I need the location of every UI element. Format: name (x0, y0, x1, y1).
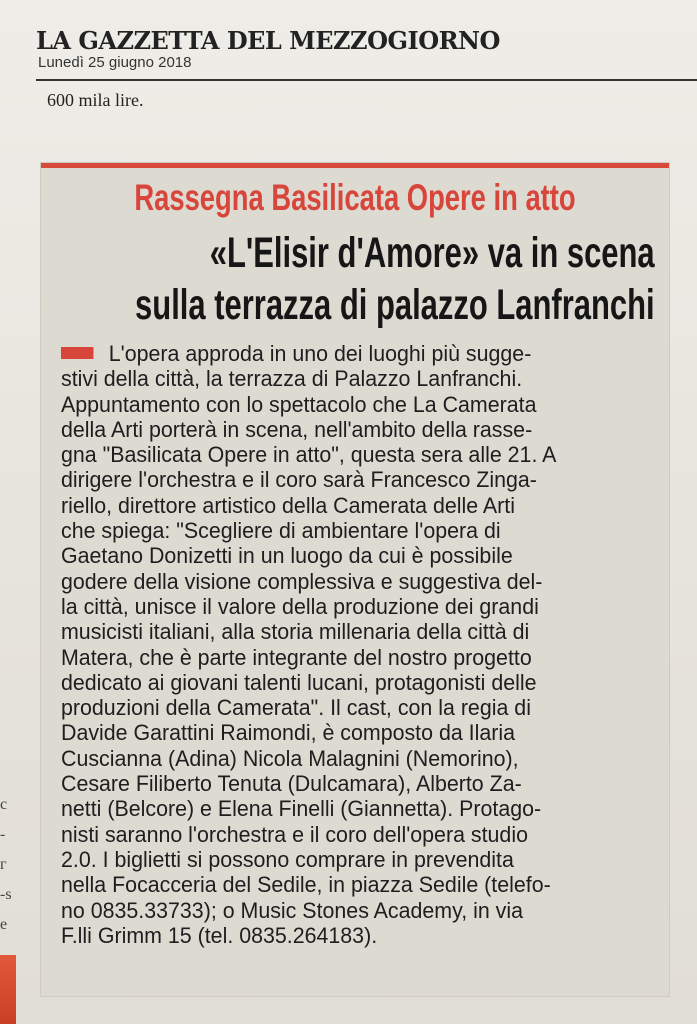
margin-fragment: c (0, 796, 8, 813)
publication-date: Lunedì 25 giugno 2018 (38, 54, 192, 71)
masthead-rule (36, 79, 697, 81)
body-line: no 0835.33733); o Music Stones Academy, in via (61, 897, 523, 923)
margin-fragment: г (0, 856, 7, 873)
body-line: nella Focacceria del Sedile, in piazza Sedile (telefo- (61, 872, 551, 898)
margin-fragment: e (0, 916, 8, 933)
body-line: dirigere l'orchestra e il coro sarà Francesco Zinga- (61, 467, 537, 493)
body-line: stivi della città, la terrazza di Palazzo Lanfranchi. (61, 366, 523, 392)
body-line: godere della visione complessiva e suggestiva del- (61, 568, 543, 594)
body-line: produzioni della Camerata". Il cast, con la regia di (61, 695, 531, 721)
body-line: dedicato ai giovani talenti lucani, protagonisti delle (61, 669, 537, 695)
body-line: netti (Belcore) e Elena Finelli (Giannetta). Protago- (61, 796, 542, 822)
article-kicker: Rassegna Basilicata Opere in atto (134, 177, 576, 218)
previous-article-fragment: 600 mila lire. (47, 90, 144, 110)
body-line: 2.0. I biglietti si possono comprare in prevendita (61, 846, 514, 872)
newspaper-masthead: LA GAZZETTA DEL MEZZOGIORNO (36, 26, 500, 55)
headline-line: sulla terrazza di palazzo Lanfranchi (135, 281, 655, 329)
body-line: Cuscianna (Adina) Nicola Malagnini (Nemorino), (61, 745, 519, 771)
body-line: Appuntamento con lo spettacolo che La Camerata (61, 391, 537, 417)
article-top-bar (41, 163, 669, 168)
article-body (61, 341, 653, 948)
body-line: F.lli Grimm 15 (tel. 0835.264183). (61, 922, 378, 948)
body-line: musicisti italiani, alla storia millenaria della città di (61, 619, 530, 645)
body-line: gna "Basilicata Opere in atto", questa sera alle 21. A (61, 442, 557, 468)
body-line (61, 341, 653, 366)
body-line: riello, direttore artistico della Camerata delle Arti (61, 492, 515, 518)
body-line: Gaetano Donizetti in un luogo da cui è possibile (61, 543, 513, 569)
paragraph-marker (61, 347, 93, 359)
body-line: nisti saranno l'orchestra e il coro dell'opera studio (61, 821, 528, 847)
article-headline (135, 227, 655, 331)
body-line: della Arti porterà in scena, nell'ambito della rasse- (61, 416, 533, 442)
article-clipping (41, 163, 669, 996)
body-line-text: L'opera approda in uno dei luoghi più sugge- (108, 341, 532, 366)
body-line: la città, unisce il valore della produzione dei grandi (61, 593, 539, 619)
left-margin-fragments (0, 790, 16, 940)
body-line: Davide Garattini Raimondi, è composto da Ilaria (61, 720, 516, 746)
body-line: che spiega: "Scegliere di ambientare l'opera di (61, 518, 501, 544)
adjacent-red-block (0, 955, 16, 1024)
margin-fragment: -s (0, 886, 12, 903)
body-line: Cesare Filiberto Tenuta (Dulcamara), Alberto Za- (61, 771, 522, 797)
headline-line: «L'Elisir d'Amore» va in scena (210, 229, 655, 277)
body-line: Matera, che è parte integrante del nostro progetto (61, 644, 532, 670)
margin-fragment: - (0, 826, 6, 843)
